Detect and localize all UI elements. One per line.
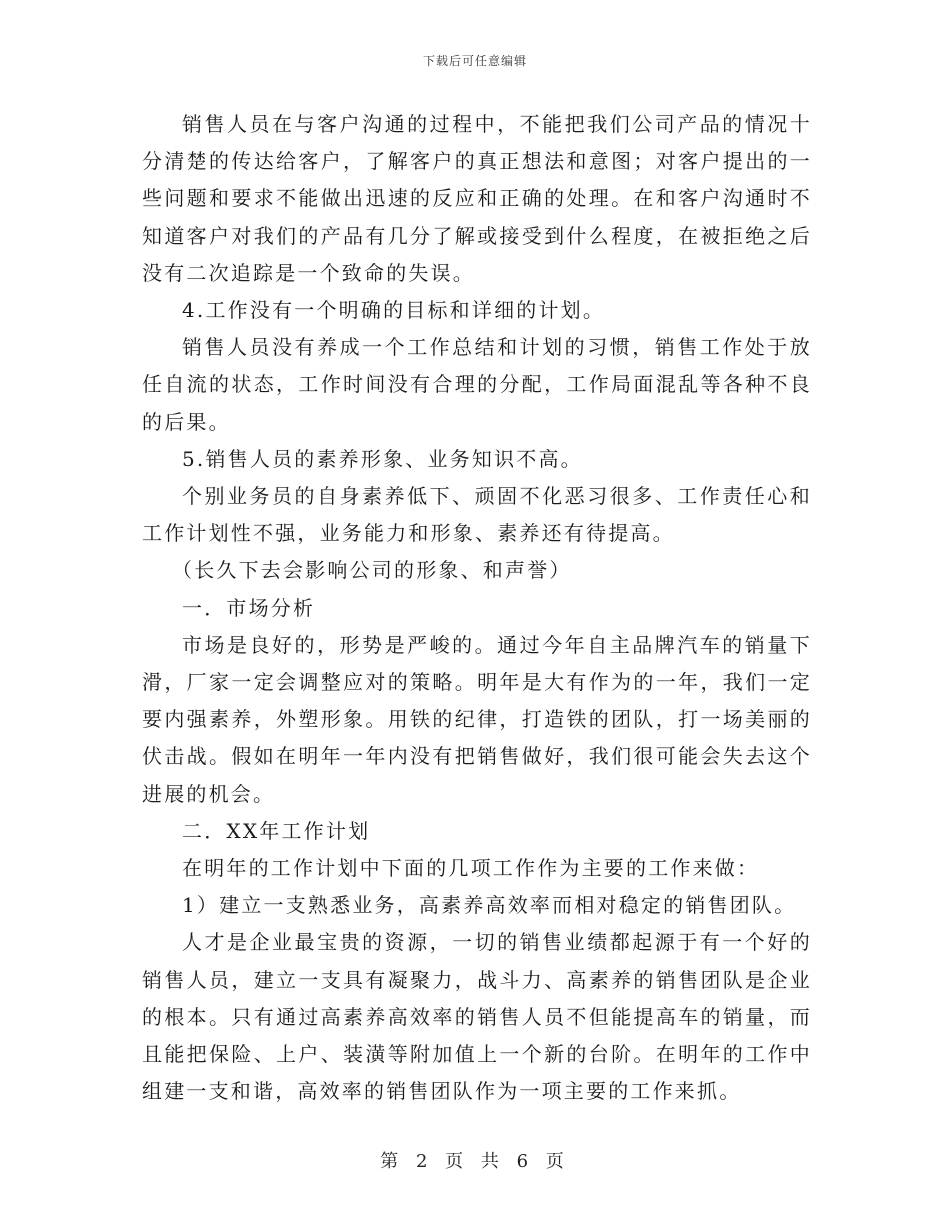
page-number-footer: 第 2 页 共 6 页	[380, 1151, 570, 1172]
paragraph: 个别业务员的自身素养低下、顽固不化恶习很多、工作责任心和工作计划性不强，业务能力和形象、素养还有待提高。	[142, 484, 812, 546]
section-heading: 一．市场分析	[182, 595, 316, 620]
document-body	[142, 106, 812, 1110]
section-heading: 5.销售人员的素养形象、业务知识不高。	[182, 446, 583, 471]
paragraph: 销售人员在与客户沟通的过程中，不能把我们公司产品的情况十分清楚的传达给客户，了解客户的真正想法和意图；对客户提出的一些问题和要求不能做出迅速的反应和正确的处理。在和客户沟通时不知道客户对我们的产品有几分了解或接受到什么程度，在被拒绝之后没有二次追踪是一个致命的失误。	[142, 112, 812, 285]
paragraph: 市场是良好的，形势是严峻的。通过今年自主品牌汽车的销量下滑，厂家一定会调整应对的策略。明年是大有作为的一年，我们一定要内强素养，外塑形象。用铁的纪律，打造铁的团队，打一场美丽的伏击战。假如在明年一年内没有把销售做好，我们很可能会失去这个进展的机会。	[142, 632, 812, 806]
paragraph-note: （长久下去会影响公司的形象、和声誉）	[172, 558, 572, 583]
paragraph: 销售人员没有养成一个工作总结和计划的习惯，销售工作处于放任自流的状态，工作时间没有合理的分配，工作局面混乱等各种不良的后果。	[142, 335, 812, 434]
header-note: 下载后可任意编辑	[422, 54, 527, 68]
list-item-heading: 1）建立一支熟悉业务，高素养高效率而相对稳定的销售团队。	[182, 893, 797, 918]
paragraph: 在明年的工作计划中下面的几项工作作为主要的工作来做：	[182, 856, 760, 881]
section-heading: 二．XX年工作计划	[182, 818, 371, 843]
section-heading: 4.工作没有一个明确的目标和详细的计划。	[182, 298, 606, 323]
paragraph: 人才是企业最宝贵的资源，一切的销售业绩都起源于有一个好的销售人员，建立一支具有凝聚力，战斗力、高素养的销售团队是企业的根本。只有通过高素养高效率的销售人员不但能提高车的销量，而且能把保险、上户、装潢等附加值上一个新的台阶。在明年的工作中组建一支和谐，高效率的销售团队作为一项主要的工作来抓。	[142, 930, 812, 1104]
